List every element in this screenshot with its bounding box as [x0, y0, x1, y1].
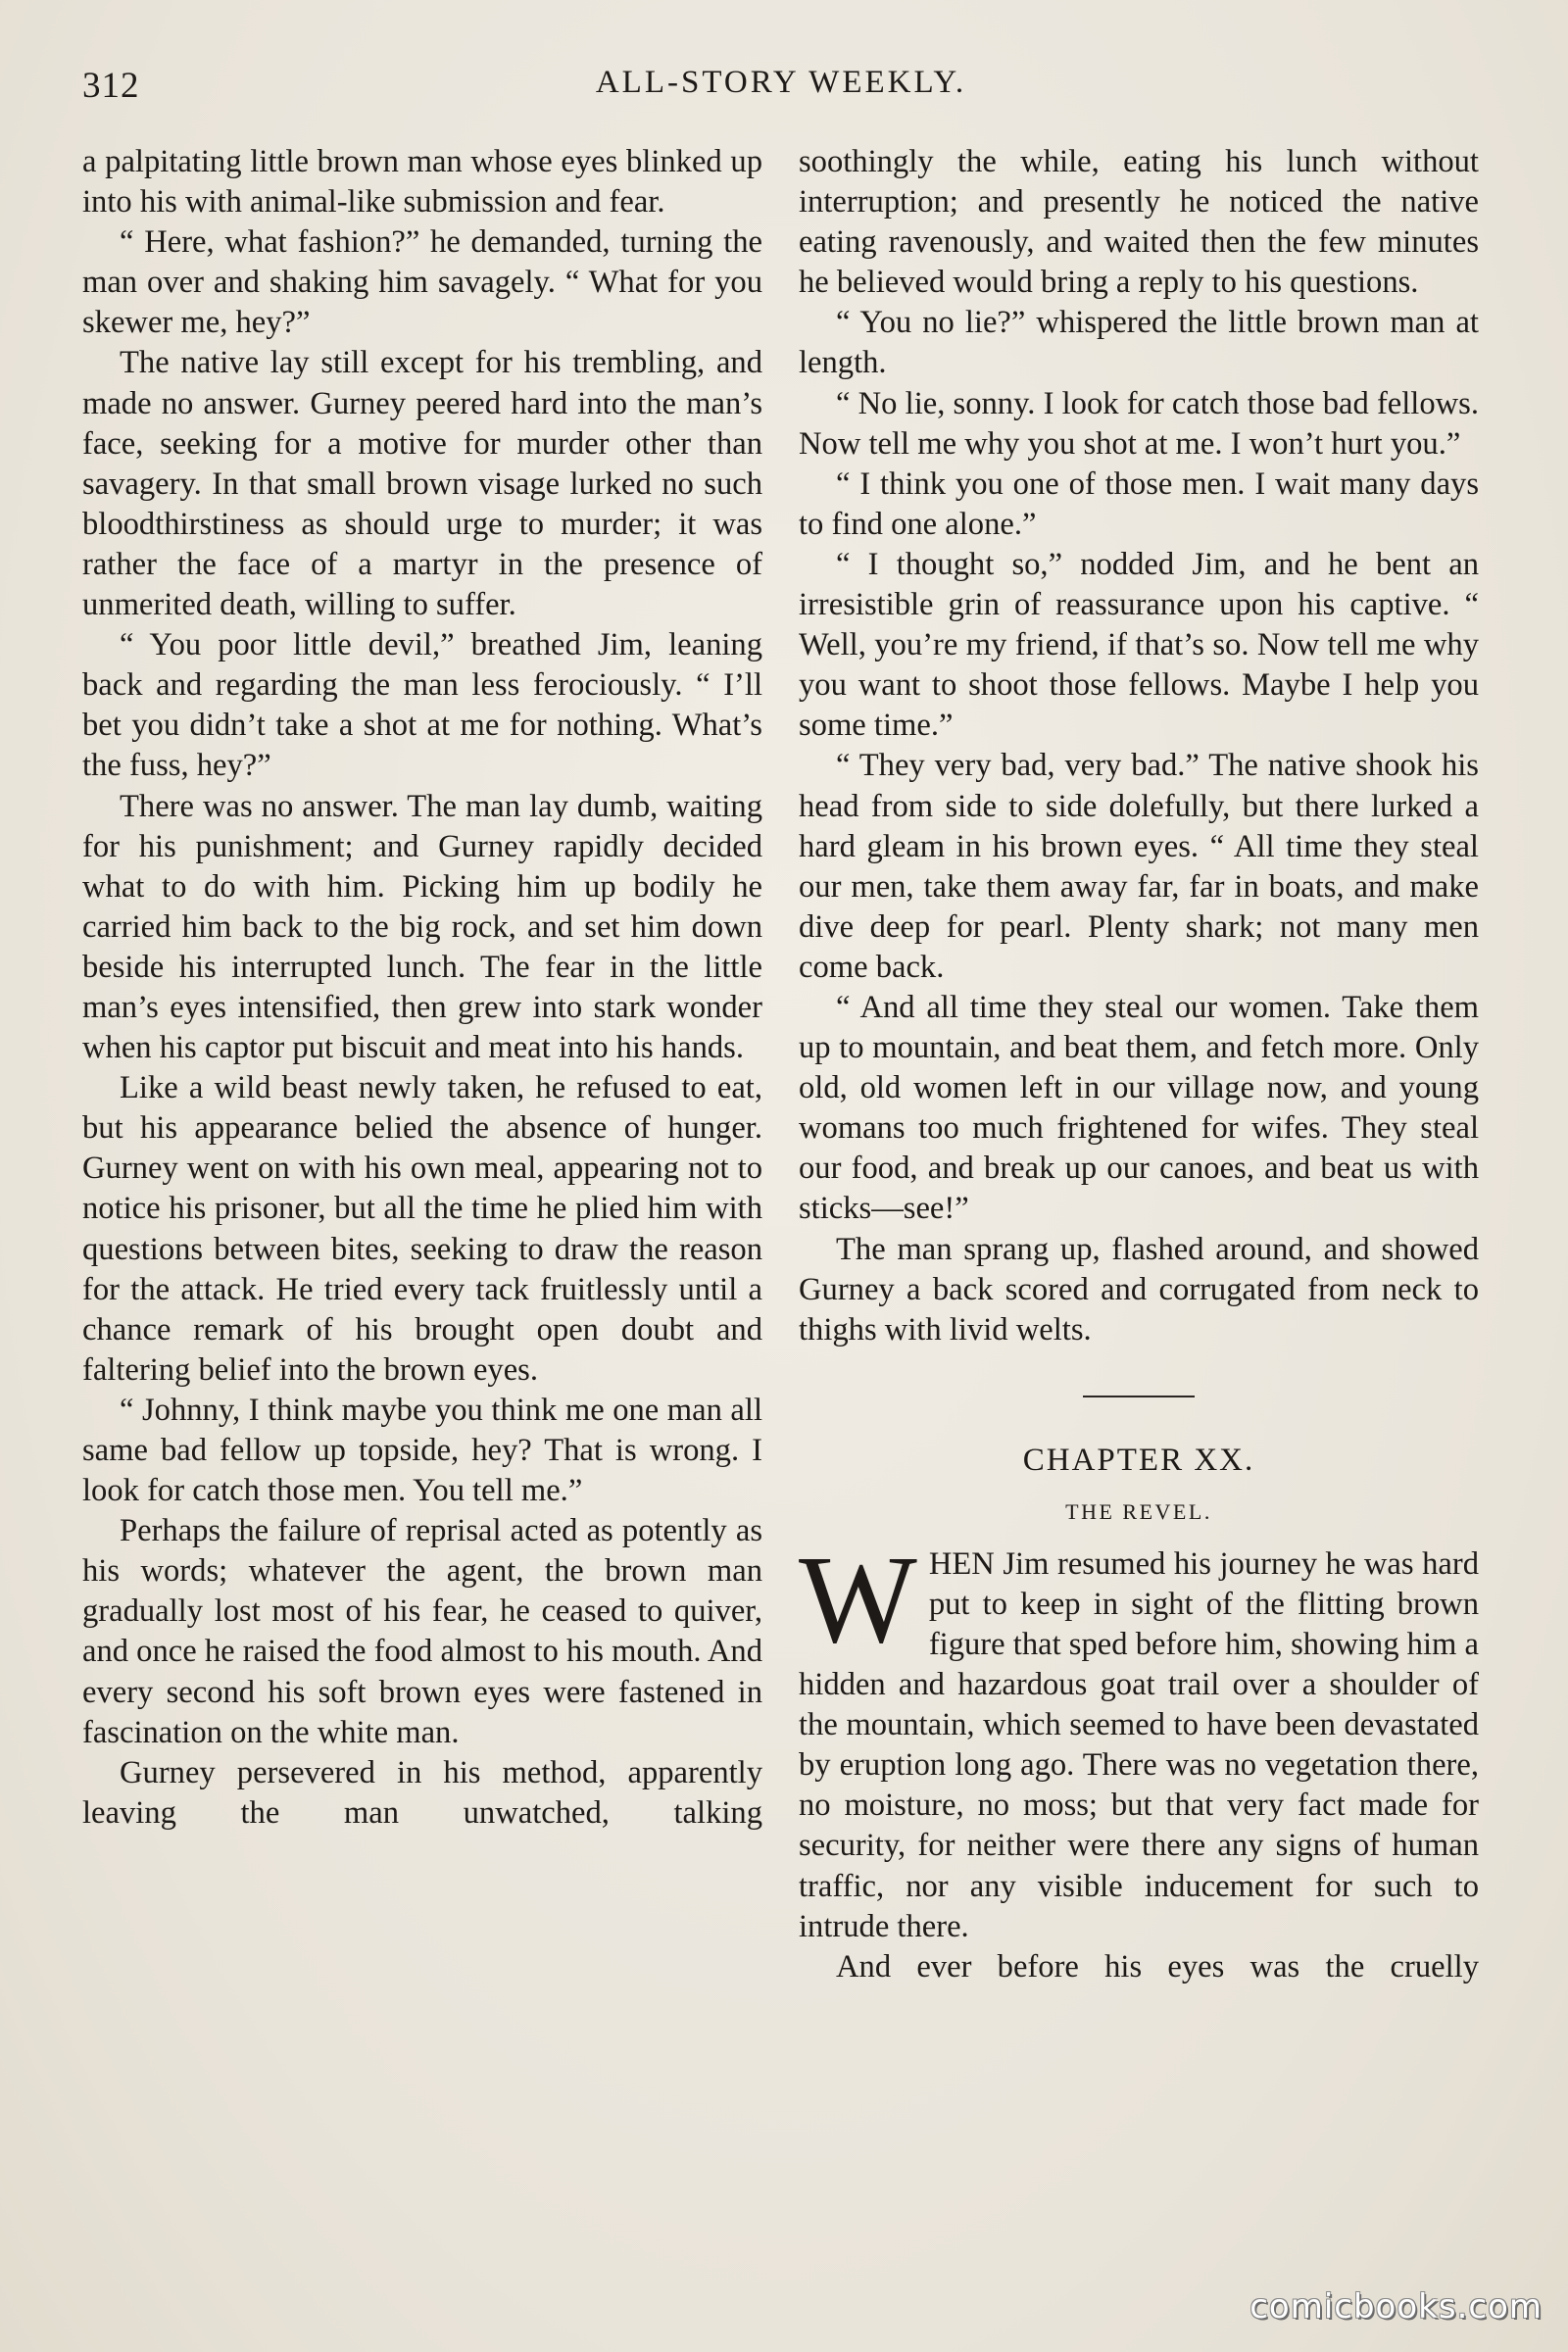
paragraph: soothingly the while, eating his lunch without interruption; and presently he noticed the native eating ravenously, and waited then the few minutes he believed would bring a reply to his questions.	[799, 144, 1479, 301]
drop-cap: W	[799, 1529, 917, 1669]
paragraph: “ No lie, sonny. I look for catch those bad fellows. Now tell me why you shot at me. I won’t hurt you.”	[799, 385, 1479, 462]
section-divider	[1083, 1396, 1195, 1397]
left-column	[82, 142, 762, 1834]
right-column	[799, 142, 1479, 1987]
paragraph: The man sprang up, flashed around, and showed Gurney a back scored and corrugated from neck to thighs with livid welts.	[799, 1231, 1479, 1348]
paragraph: “ Here, what fashion?” he demanded, turning the man over and shaking him savagely. “ What for you skewer me, hey?”	[82, 224, 762, 341]
running-title: ALL-STORY WEEKLY.	[595, 65, 967, 100]
paragraph: “ I think you one of those men. I wait many days to find one alone.”	[799, 466, 1479, 542]
paragraph: a palpitating little brown man whose eyes blinked up into his with animal-like submission and fear.	[82, 144, 762, 220]
page-number: 312	[82, 66, 140, 106]
page-header	[82, 65, 1480, 123]
paragraph: The native lay still except for his trembling, and made no answer. Gurney peered hard into the man’s face, seeking for a motive for murder other than savagery. In that small brown visage lurked no such bloodthirstiness as should urge to murder; it was rather the face of a martyr in the presence of unmerited death, willing to suffer.	[82, 345, 762, 623]
paragraph: “ And all time they steal our women. Take them up to mountain, and beat them, and fetch more. Only old, old women left in our village now, and young womans too much frightened for wifes. They steal our food, and break up our canoes, and beat us with sticks—see!”	[799, 989, 1479, 1227]
paragraph: “ You no lie?” whispered the little brown man at length.	[799, 305, 1479, 381]
chapter-title: CHAPTER XX.	[1022, 1442, 1255, 1478]
paragraph: “ I thought so,” nodded Jim, and he bent an irresistible grin of reassurance upon his captive. “ Well, you’re my friend, if that’s so. Now tell me why you want to shoot those fellows. Maybe I help you some time.”	[799, 546, 1479, 744]
chapter-subtitle: THE REVEL.	[1065, 1498, 1212, 1524]
paragraph: And ever before his eyes was the cruelly	[836, 1948, 1479, 1984]
paragraph: Gurney persevered in his method, apparently leaving the man unwatched, talking	[82, 1754, 762, 1831]
paragraph: Perhaps the failure of reprisal acted as potently as his words; whatever the agent, the brown man gradually lost most of his fear, he ceased to quiver, and once he raised the food almost to his mouth. And every second his soft brown eyes were fastened in fascination on the white man.	[82, 1513, 762, 1750]
paragraph: Like a wild beast newly taken, he refused to eat, but his appearance belied the absence of hunger. Gurney went on with his own meal, appearing not to notice his prisoner, but all the time he plied him with questions between bites, seeking to draw the reason for the attack. He tried every tack fruitlessly until a chance remark of his brought open doubt and faltering belief into the brown eyes.	[82, 1070, 762, 1388]
paragraph: There was no answer. The man lay dumb, waiting for his punishment; and Gurney rapidly decided what to do with him. Picking him up bodily he carried him back to the big rock, and set him down beside his interrupted lunch. The fear in the little man’s eyes intensified, then grew into stark wonder when his captor put biscuit and meat into his hands.	[82, 788, 762, 1066]
watermark: comicbooks.com	[1250, 2287, 1543, 2327]
paragraph: “ They very bad, very bad.” The native shook his head from side to side dolefully, but there lurked a hard gleam in his brown eyes. “ All time they steal our men, take them away far, far in boats, and make dive deep for pearl. Plenty shark; not many men come back.	[799, 748, 1479, 985]
chapter-opening-paragraph	[799, 1529, 1479, 1947]
paragraph: “ You poor little devil,” breathed Jim, leaning back and regarding the man less ferociously. “ I’ll bet you didn’t take a shot at me for nothing. What’s the fuss, hey?”	[82, 627, 762, 784]
opening-text: HEN Jim resumed his journey he was hard put to keep in sight of the flitting brown figure that sped before him, showing him a hidden and hazardous goat trail over a shoulder of the mountain, which seemed to have been devastated by eruption long ago. There was no vegetation there, no moisture, no moss; but that very fact made for security, for neither were there any signs of human traffic, nor any visible inducement for such to intrude there.	[799, 1545, 1479, 1944]
paragraph: “ Johnny, I think maybe you think me one man all same bad fellow up topside, hey? That is wrong. I look for catch those men. You tell me.”	[82, 1392, 762, 1509]
